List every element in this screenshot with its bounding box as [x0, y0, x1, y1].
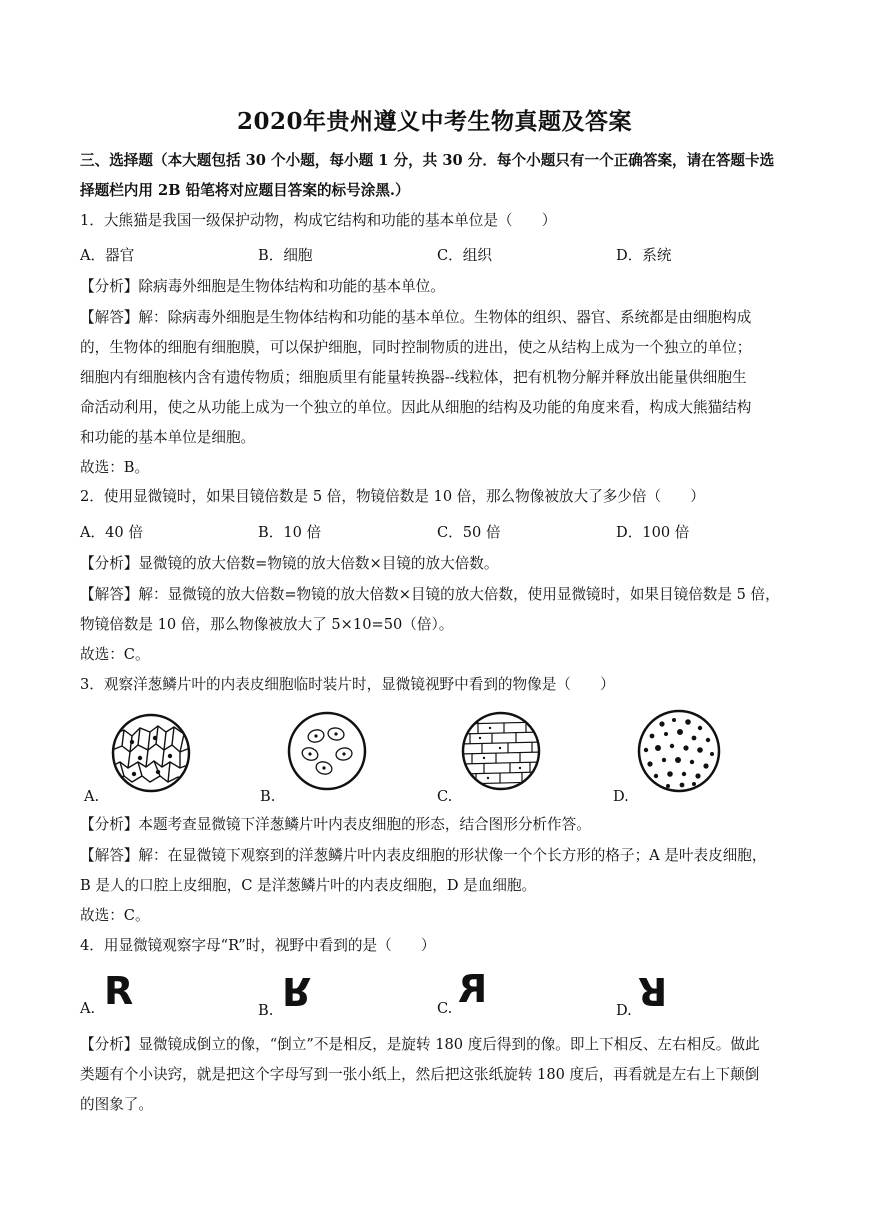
q4-option-a-label[interactable]: A. [80, 1000, 96, 1017]
q3-answer-line-1: 【解答】解：在显微镜下观察到的洋葱鳞片叶内表皮细胞的形状像一个个长方形的格子；A 是叶表皮细胞， [80, 847, 767, 864]
q2-option-a[interactable]: A．40 倍 [80, 524, 143, 541]
q3-option-c-label[interactable]: C. [437, 788, 453, 805]
q4-glyph-d-rotated-180: R [638, 969, 668, 1013]
q1-answer-line-5: 和功能的基本单位是细胞。 [80, 429, 256, 446]
q2-analysis: 【分析】显微镜的放大倍数=物镜的放大倍数×目镜的放大倍数。 [80, 555, 499, 572]
q3-stem: 3．观察洋葱鳞片叶的内表皮细胞临时装片时，显微镜视野中看到的物像是（ ） [80, 676, 615, 693]
q4-glyph-b-flipped-vertical: R [282, 969, 312, 1013]
q2-stem: 2．使用显微镜时，如果目镜倍数是 5 倍，物镜倍数是 10 倍，那么物像被放大了多少倍（ ） [80, 488, 705, 505]
section-header-line-1: 三、选择题（本大题包括 30 个小题，每小题 1 分，共 30 分．每个小题只有一个正确答案，请在答题卡选 [80, 152, 775, 169]
q1-option-b[interactable]: B．细胞 [258, 247, 313, 264]
section-header-line-2: 择题栏内用 2B 铅笔将对应题目答案的标号涂黑.） [80, 182, 410, 199]
q3-analysis: 【分析】本题考查显微镜下洋葱鳞片叶内表皮细胞的形态，结合图形分析作答。 [80, 816, 591, 833]
q1-option-c[interactable]: C．组织 [437, 247, 492, 264]
q1-answer-line-2: 的，生物体的细胞有细胞膜，可以保护细胞，同时控制物质的进出，使之从结构上成为一个独立的单位； [80, 339, 752, 356]
q3-answer-line-2: B 是人的口腔上皮细胞，C 是洋葱鳞片叶的内表皮细胞，D 是血细胞。 [80, 877, 537, 894]
q3-figure-d-blood-cells [636, 708, 722, 794]
q3-figure-b-cheek-cells [286, 710, 368, 792]
q1-option-d[interactable]: D．系统 [616, 247, 672, 264]
q3-figure-row [80, 708, 790, 804]
q2-option-d[interactable]: D．100 倍 [616, 524, 690, 541]
q4-glyph-a-normal: R [104, 969, 134, 1013]
q4-option-c-label[interactable]: C. [437, 1000, 453, 1017]
q3-choice: 故选：C。 [80, 907, 150, 924]
q2-choice: 故选：C。 [80, 646, 150, 663]
q3-figure-a-leaf-epidermis [110, 712, 192, 794]
q4-glyph-c-flipped-horizontal: R [458, 967, 488, 1011]
q2-answer-line-2: 物镜倍数是 10 倍，那么物像被放大了 5×10=50（倍）。 [80, 616, 454, 633]
q1-answer-line-1: 【解答】解：除病毒外细胞是生物体结构和功能的基本单位。生物体的组织、器官、系统都是由细胞构成 [80, 309, 752, 326]
q2-answer-line-1: 【解答】解：显微镜的放大倍数=物镜的放大倍数×目镜的放大倍数，使用显微镜时，如果目镜倍数是 5 倍， [80, 586, 780, 603]
q3-option-b-label[interactable]: B. [260, 788, 276, 805]
q4-option-d-label[interactable]: D. [616, 1002, 632, 1019]
q4-analysis-line-1: 【分析】显微镜成倒立的像，“倒立”不是相反，是旋转 180 度后得到的像。即上下相反、左右相反。做此 [80, 1036, 760, 1053]
q1-choice: 故选：B。 [80, 459, 150, 476]
q4-option-b-label[interactable]: B. [258, 1002, 274, 1019]
page-title: 2020年贵州遵义中考生物真题及答案 [236, 108, 632, 135]
q1-stem: 1．大熊猫是我国一级保护动物，构成它结构和功能的基本单位是（ ） [80, 212, 557, 229]
q1-analysis: 【分析】除病毒外细胞是生物体结构和功能的基本单位。 [80, 278, 445, 295]
q1-answer-line-4: 命活动利用，使之从功能上成为一个独立的单位。因此从细胞的结构及功能的角度来看，构成大熊猫结构 [80, 399, 752, 416]
q2-option-b[interactable]: B．10 倍 [258, 524, 322, 541]
q4-analysis-line-3: 的图象了。 [80, 1096, 153, 1113]
q4-stem: 4．用显微镜观察字母“R”时，视野中看到的是（ ） [80, 937, 436, 954]
q3-option-a-label[interactable]: A. [84, 788, 100, 805]
q3-figure-c-onion-cells [460, 710, 542, 792]
q1-option-a[interactable]: A．器官 [80, 247, 135, 264]
q4-analysis-line-2: 类题有个小诀窍，就是把这个字母写到一张小纸上，然后把这张纸旋转 180 度后，再看就是左右上下颠倒 [80, 1066, 760, 1083]
q4-figure-row [80, 968, 790, 1020]
q2-option-c[interactable]: C．50 倍 [437, 524, 501, 541]
q1-answer-line-3: 细胞内有细胞核内含有遗传物质；细胞质里有能量转换器--线粒体，把有机物分解并释放出能量供细胞生 [80, 369, 747, 386]
q3-option-d-label[interactable]: D. [613, 788, 629, 805]
